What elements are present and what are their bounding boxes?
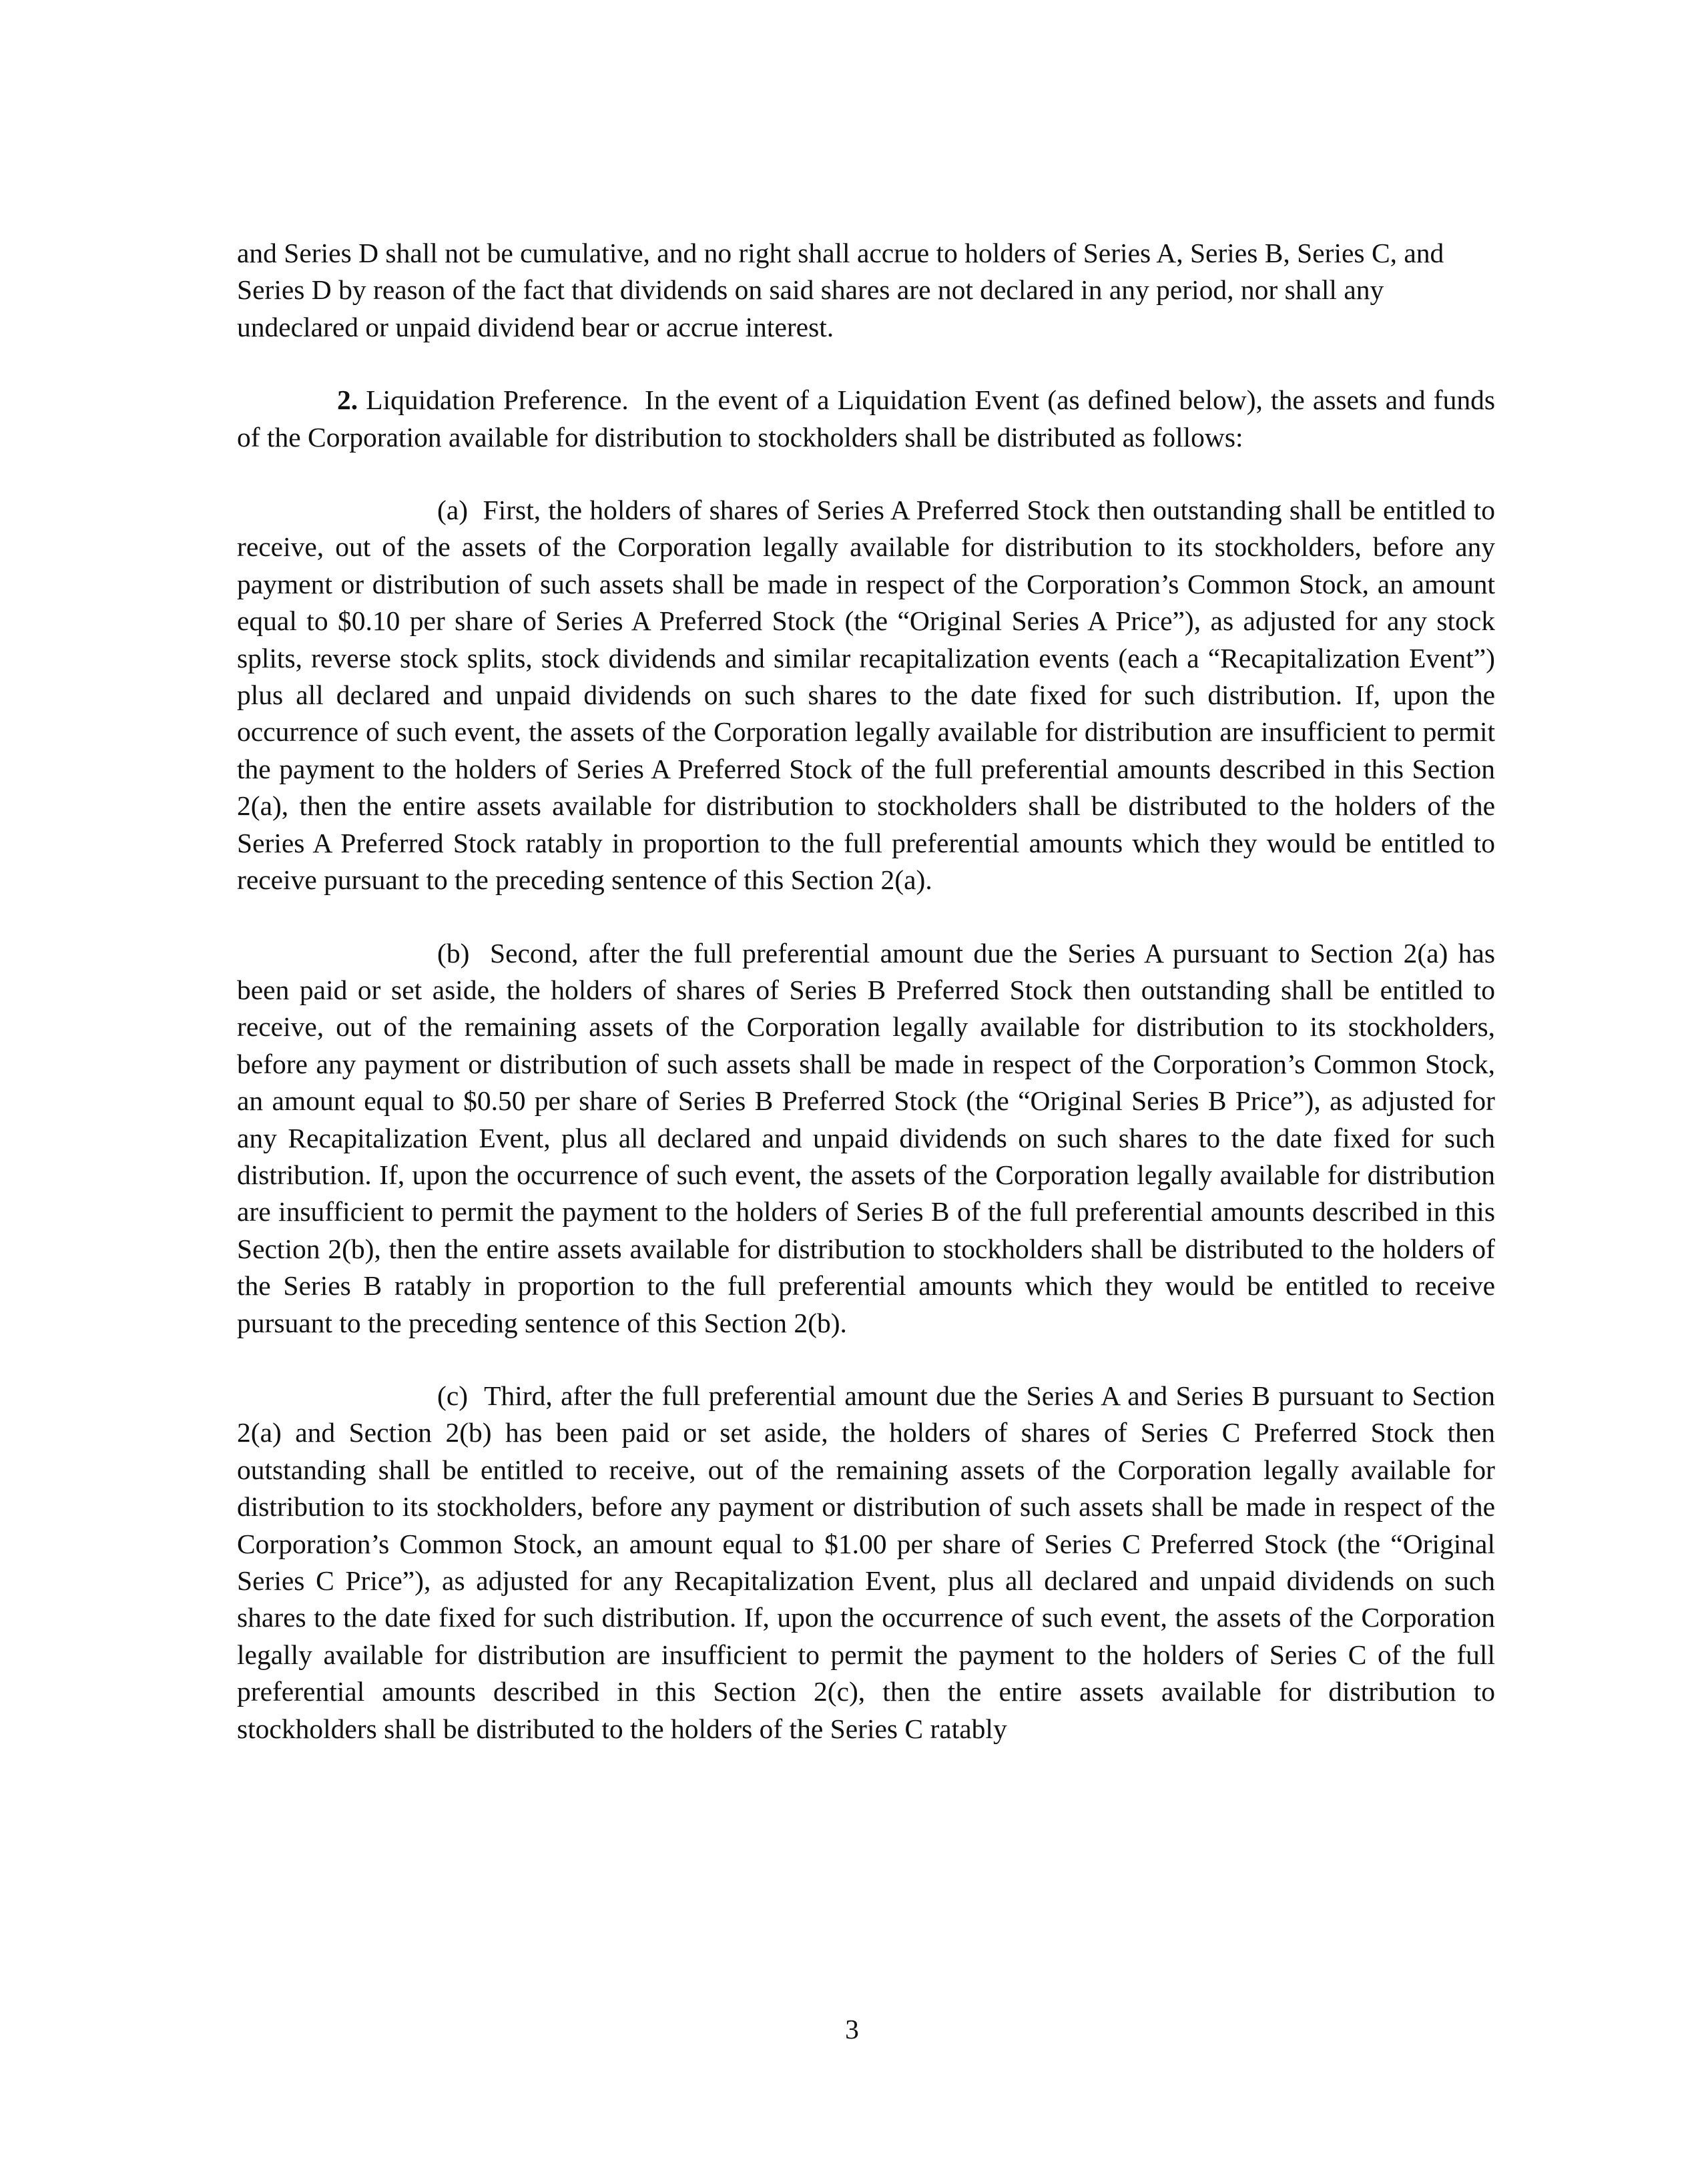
section-number: 2. xyxy=(337,384,358,416)
subsection-b xyxy=(237,935,1495,1342)
subsection-text: Second, after the full preferential amount due the Series A pursuant to Section 2(a) has been paid or set aside, the holders of shares of Series B Preferred Stock then outstanding shall be entitled to receive, out of the remaining assets of the Corporation legally available for distribution to its stockholders, before any payment or distribution of such assets shall be made in respect of the Corporation’s Common Stock, an amount equal to $0.50 per share of Series B Preferred Stock (the “Original Series B Price”), as adjusted for any Recapitalization Event, plus all declared and unpaid dividends on such shares to the date fixed for such distribution. If, upon the occurrence of such event, the assets of the Corporation legally available for distribution are insufficient to permit the payment to the holders of Series B of the full preferential amounts described in this Section 2(b), then the entire assets available for distribution to stockholders shall be distributed to the holders of the Series B ratably in proportion to the full preferential amounts which they would be entitled to receive pursuant to the preceding sentence of this Section 2(b). xyxy=(237,937,1495,1338)
section-intro: In the event of a Liquidation Event (as defined below), the assets and funds of the Corporation available for distribution to stockholders shall be distributed as follows: xyxy=(237,384,1496,453)
subsection-label: (a) xyxy=(437,495,469,526)
subsection-label: (c) xyxy=(437,1380,469,1411)
subsection-text: First, the holders of shares of Series A Preferred Stock then outstanding shall be entitled to receive, out of the assets of the Corporation legally available for distribution to its stockholders, before any payment or distribution of such assets shall be made in respect of the Corporation’s Common Stock, an amount equal to $0.10 per share of Series A Preferred Stock (the “Original Series A Price”), as adjusted for any stock splits, reverse stock splits, stock dividends and similar recapitalization events (each a “Recapitalization Event”) plus all declared and unpaid dividends on such shares to the date fixed for such distribution. If, upon the occurrence of such event, the assets of the Corporation legally available for distribution are insufficient to permit the payment to the holders of Series A Preferred Stock of the full preferential amounts described in this Section 2(a), then the entire assets available for distribution to stockholders shall be distributed to the holders of the Series A Preferred Stock ratably in proportion to the full preferential amounts which they would be entitled to receive pursuant to the preceding sentence of this Section 2(a). xyxy=(237,495,1496,896)
document-page xyxy=(237,235,1495,1747)
subsection-a xyxy=(237,492,1495,898)
subsection-label: (b) xyxy=(437,937,470,969)
section-2-paragraph xyxy=(237,382,1495,456)
section-heading: Liquidation Preference. xyxy=(366,384,629,416)
subsection-c xyxy=(237,1378,1495,1747)
page-number: 3 xyxy=(845,2014,859,2044)
subsection-text: Third, after the full preferential amount due the Series A and Series B pursuant to Section 2(a) and Section 2(b) has been paid or set aside, the holders of shares of Series C Preferred Stock then outstanding shall be entitled to receive, out of the remaining assets of the Corporation legally available for distribution to its stockholders, before any payment or distribution of such assets shall be made in respect of the Corporation’s Common Stock, an amount equal to $1.00 per share of Series C Preferred Stock (the “Original Series C Price”), as adjusted for any Recapitalization Event, plus all declared and unpaid dividends on such shares to the date fixed for such distribution. If, upon the occurrence of such event, the assets of the Corporation legally available for distribution are insufficient to permit the payment to the holders of Series C of the full preferential amounts described in this Section 2(c), then the entire assets available for distribution to stockholders shall be distributed to the holders of the Series C ratably xyxy=(237,1380,1495,1744)
continuation-paragraph: and Series D shall not be cumulative, and no right shall accrue to holders of Series A, Series B, Series C, and Series D by reason of the fact that dividends on said shares are not declared in any period, nor shall any undeclared or unpaid dividend bear or accrue interest. xyxy=(237,238,1444,342)
